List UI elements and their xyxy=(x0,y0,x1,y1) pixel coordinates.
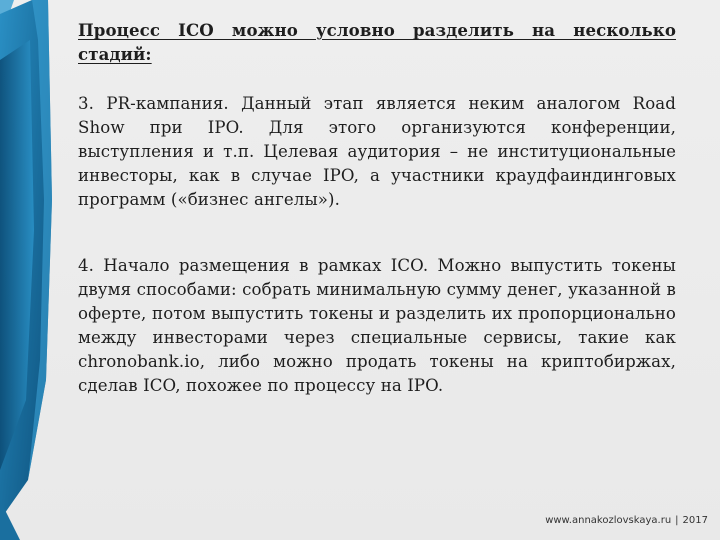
paragraph-pr-campaign: 3. PR-кампания. Данный этап является неким аналогом Road Show при IPO. Для этого организуются конференции, выступления и т.п. Целевая аудитория – не институциональные инвесторы, как в случае IPO, а участники краудфаиндинговых программ («бизнес ангелы»). xyxy=(78,94,676,209)
paragraph-ico-start: 4. Начало размещения в рамках ICO. Можно выпустить токены двумя способами: собрать минимальную сумму денег, указанной в оферте, потом выпустить токены и разделить их пропорционально между инвесторами через специальные сервисы, такие как chronobank.io, либо можно продать токены на криптобиржах, сделав ICO, похожее по процессу на IPO. xyxy=(78,256,676,395)
footer-separator: | xyxy=(675,515,679,526)
footer-website: www.annakozlovskaya.ru xyxy=(545,515,672,526)
side-decoration xyxy=(0,0,60,540)
slide-heading: Процесс ICO можно условно разделить на несколько стадий: xyxy=(78,20,676,64)
slide-content xyxy=(78,18,676,398)
slide-footer xyxy=(545,515,708,526)
footer-year: 2017 xyxy=(682,515,708,526)
